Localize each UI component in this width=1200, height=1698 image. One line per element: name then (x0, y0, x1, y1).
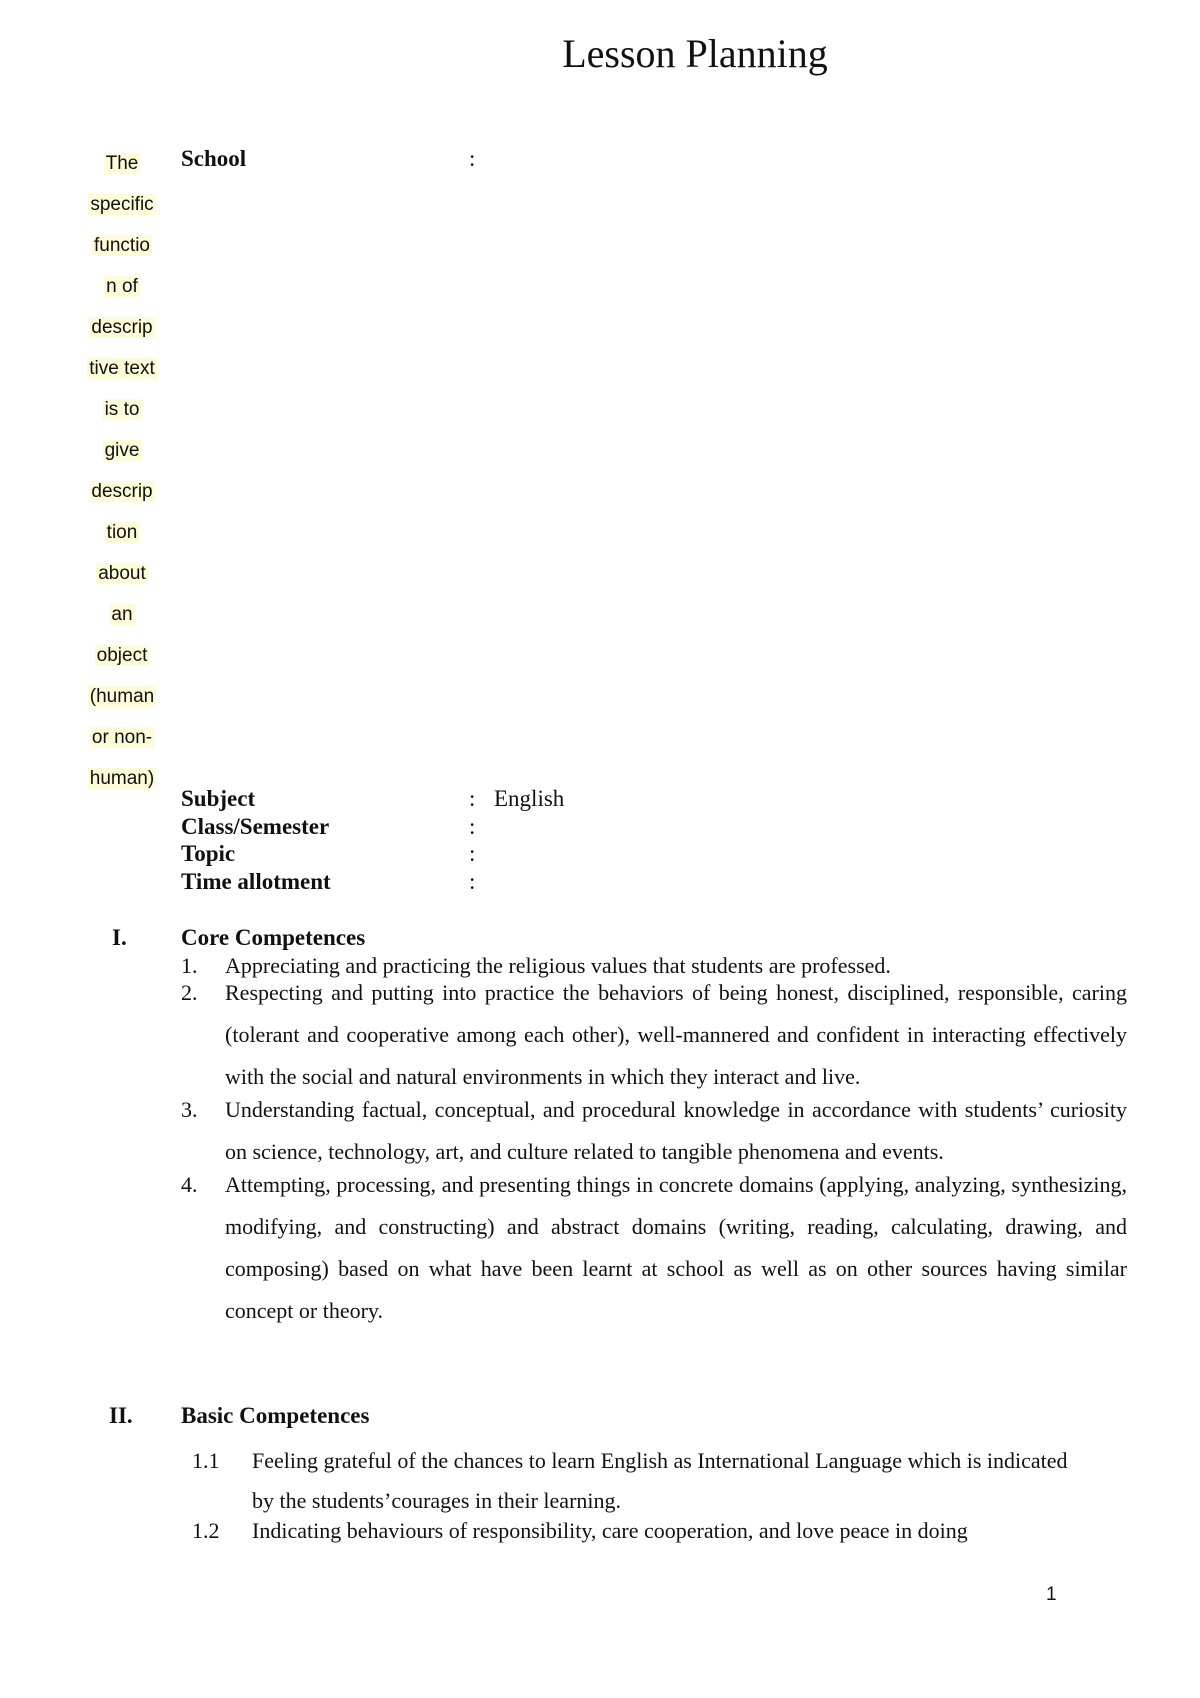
list-item-text: Understanding factual, conceptual, and procedural knowledge in accordance with students’ curiosity on science, technology, art, and culture related to tangible phenomena and events. (225, 1097, 1127, 1164)
list-item-text: Appreciating and practicing the religious values that students are professed. (225, 953, 891, 978)
side-note-line: tive text (89, 358, 155, 379)
list-item (181, 1089, 1127, 1173)
side-note-line: descrip (91, 317, 153, 338)
list-item-number: 1.1 (192, 1448, 220, 1473)
section-1-number: I. (112, 925, 127, 950)
time-allotment-label: Time allotment (181, 869, 331, 894)
list-item-text: Feeling grateful of the chances to learn English as International Language which is indicated by the students’courages in their learning. (252, 1448, 1068, 1513)
side-note-line: give (104, 440, 140, 461)
class-semester-label: Class/Semester (181, 814, 330, 839)
school-label: School (181, 146, 247, 171)
list-item-number: 1.2 (192, 1518, 220, 1543)
side-note-line: The (105, 153, 139, 174)
side-note-comment (80, 143, 164, 799)
subject-label: Subject (181, 786, 256, 811)
side-note-line: about (98, 563, 146, 584)
side-note-line: is to (104, 399, 140, 420)
class-semester-colon: : (469, 814, 476, 839)
side-note-line: an (111, 604, 133, 625)
side-note-line: object (96, 645, 148, 666)
side-note-line: n of (106, 276, 138, 297)
basic-competences-list (192, 1441, 1072, 1551)
list-item (192, 1441, 1072, 1521)
list-item (181, 1164, 1127, 1332)
list-item (181, 972, 1127, 1098)
section-1-heading: Core Competences (181, 925, 366, 950)
list-item-number: 4. (181, 1172, 198, 1197)
list-item-text: Attempting, processing, and presenting things in concrete domains (applying, analyzing, synthesizing, modifying, and constructing) and abstract domains (writing, reading, calculating, drawing, and composing) based on what have been learnt at school as well as on other sources having similar concept or theory. (225, 1172, 1127, 1323)
page-number: 1 (1046, 1584, 1057, 1605)
section-2-number: II. (109, 1403, 133, 1428)
side-note-line: human) (89, 768, 155, 789)
list-item-text: Respecting and putting into practice the behaviors of being honest, disciplined, responsible, caring (tolerant and cooperative among each other), well-mannered and confident in interacting effectively with the social and natural environments in which they interact and live. (225, 980, 1127, 1089)
list-item-number: 2. (181, 980, 198, 1005)
list-item-number: 1. (181, 953, 198, 978)
topic-label: Topic (181, 841, 236, 866)
list-item (192, 1511, 1072, 1551)
list-item-number: 3. (181, 1097, 198, 1122)
side-note-line: or non- (91, 727, 153, 748)
section-2-heading: Basic Competences (181, 1403, 370, 1428)
side-note-line: (human (89, 686, 155, 707)
core-competences-list (181, 952, 1127, 1332)
subject-colon: : (469, 786, 476, 811)
school-colon: : (469, 146, 476, 171)
time-allotment-colon: : (469, 869, 476, 894)
side-note-line: functio (94, 235, 150, 256)
page-title: Lesson Planning (562, 31, 828, 76)
subject-value: English (494, 786, 565, 811)
list-item-text: Indicating behaviours of responsibility, care cooperation, and love peace in doing (252, 1518, 968, 1543)
side-note-line: specific (90, 194, 154, 215)
topic-colon: : (469, 841, 476, 866)
side-note-line: tion (106, 522, 138, 543)
side-note-line: descrip (91, 481, 153, 502)
